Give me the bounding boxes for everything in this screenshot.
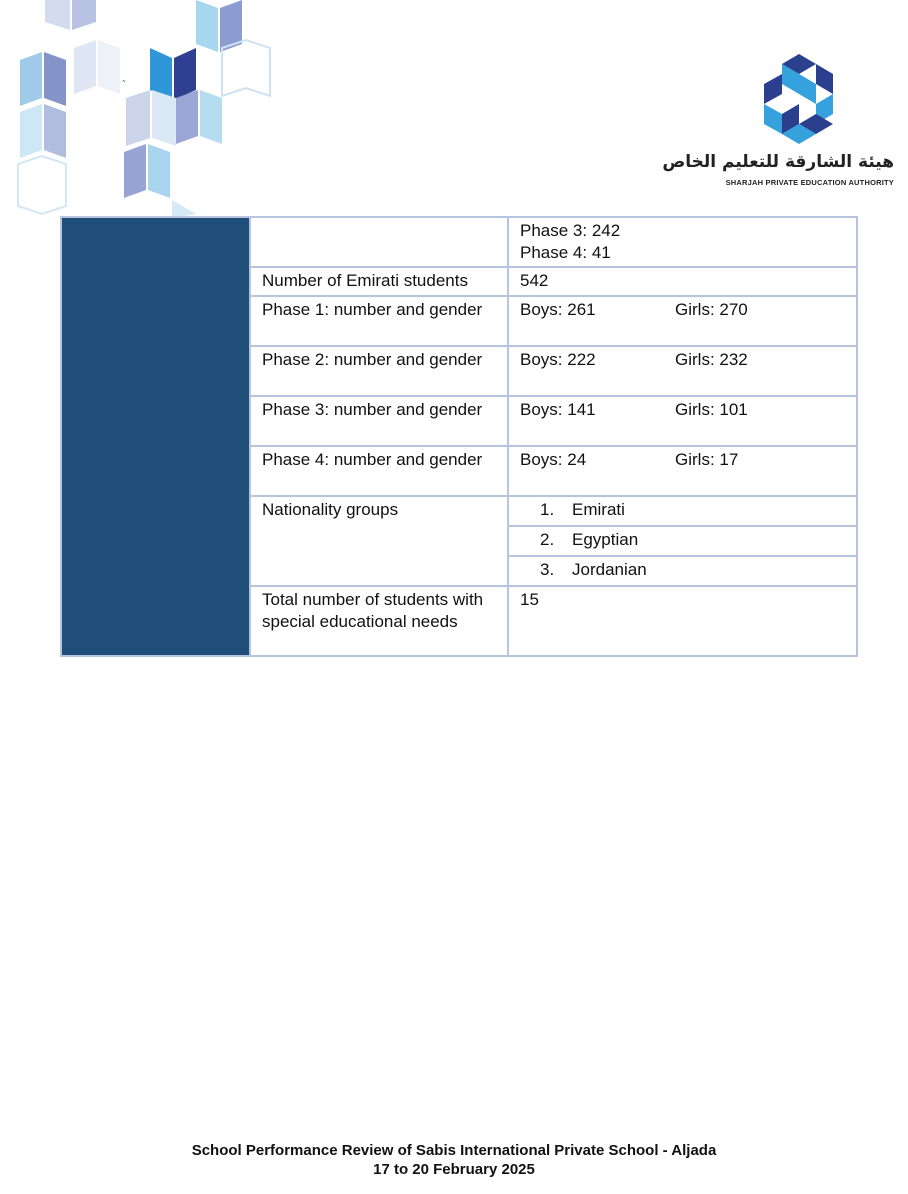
row-label: Number of Emirati students (250, 267, 508, 296)
boys-count: Boys: 261 (520, 300, 596, 319)
spea-logo-mark (756, 52, 842, 148)
school-info-table (60, 216, 858, 657)
row-label: Phase 4: number and gender (250, 446, 508, 496)
boys-count: Boys: 222 (520, 350, 596, 369)
value-line: Phase 3: 242 (520, 221, 621, 240)
row-value (508, 217, 857, 267)
footer-title: School Performance Review of Sabis International Private School - Aljada (191, 1142, 717, 1159)
sen-label: Total number of students with special educational needs (250, 586, 508, 656)
row-value (508, 296, 857, 346)
logo-arabic-name: هيئة الشارقة للتعليم الخاص (662, 152, 894, 172)
girls-count: Girls: 232 (675, 350, 748, 369)
row-value (508, 346, 857, 396)
page-footer (0, 1141, 908, 1179)
nationality-item: 2. Egyptian (508, 526, 857, 556)
row-value (508, 446, 857, 496)
footer-dates: 17 to 20 February 2025 (373, 1161, 535, 1178)
girls-count: Girls: 101 (675, 400, 748, 419)
table-row (61, 217, 857, 267)
nationality-label: Nationality groups (250, 496, 508, 586)
nationality-item: 1. Emirati (508, 496, 857, 526)
row-label: Phase 3: number and gender (250, 396, 508, 446)
logo-english-name: SHARJAH PRIVATE EDUCATION AUTHORITY (725, 178, 894, 187)
decorative-cube-pattern (0, 0, 300, 220)
stray-tick-mark: ` (122, 78, 126, 92)
row-label: Phase 2: number and gender (250, 346, 508, 396)
sen-value: 15 (508, 586, 857, 656)
side-bar (61, 217, 250, 656)
row-label: Phase 1: number and gender (250, 296, 508, 346)
girls-count: Girls: 17 (675, 450, 739, 469)
value-line: Phase 4: 41 (520, 243, 611, 262)
spea-logo (662, 52, 894, 192)
nationality-item: 3. Jordanian (508, 556, 857, 586)
boys-count: Boys: 141 (520, 400, 596, 419)
row-value: 542 (508, 267, 857, 296)
boys-count: Boys: 24 (520, 450, 587, 469)
row-value (508, 396, 857, 446)
row-label (250, 217, 508, 267)
girls-count: Girls: 270 (675, 300, 748, 319)
